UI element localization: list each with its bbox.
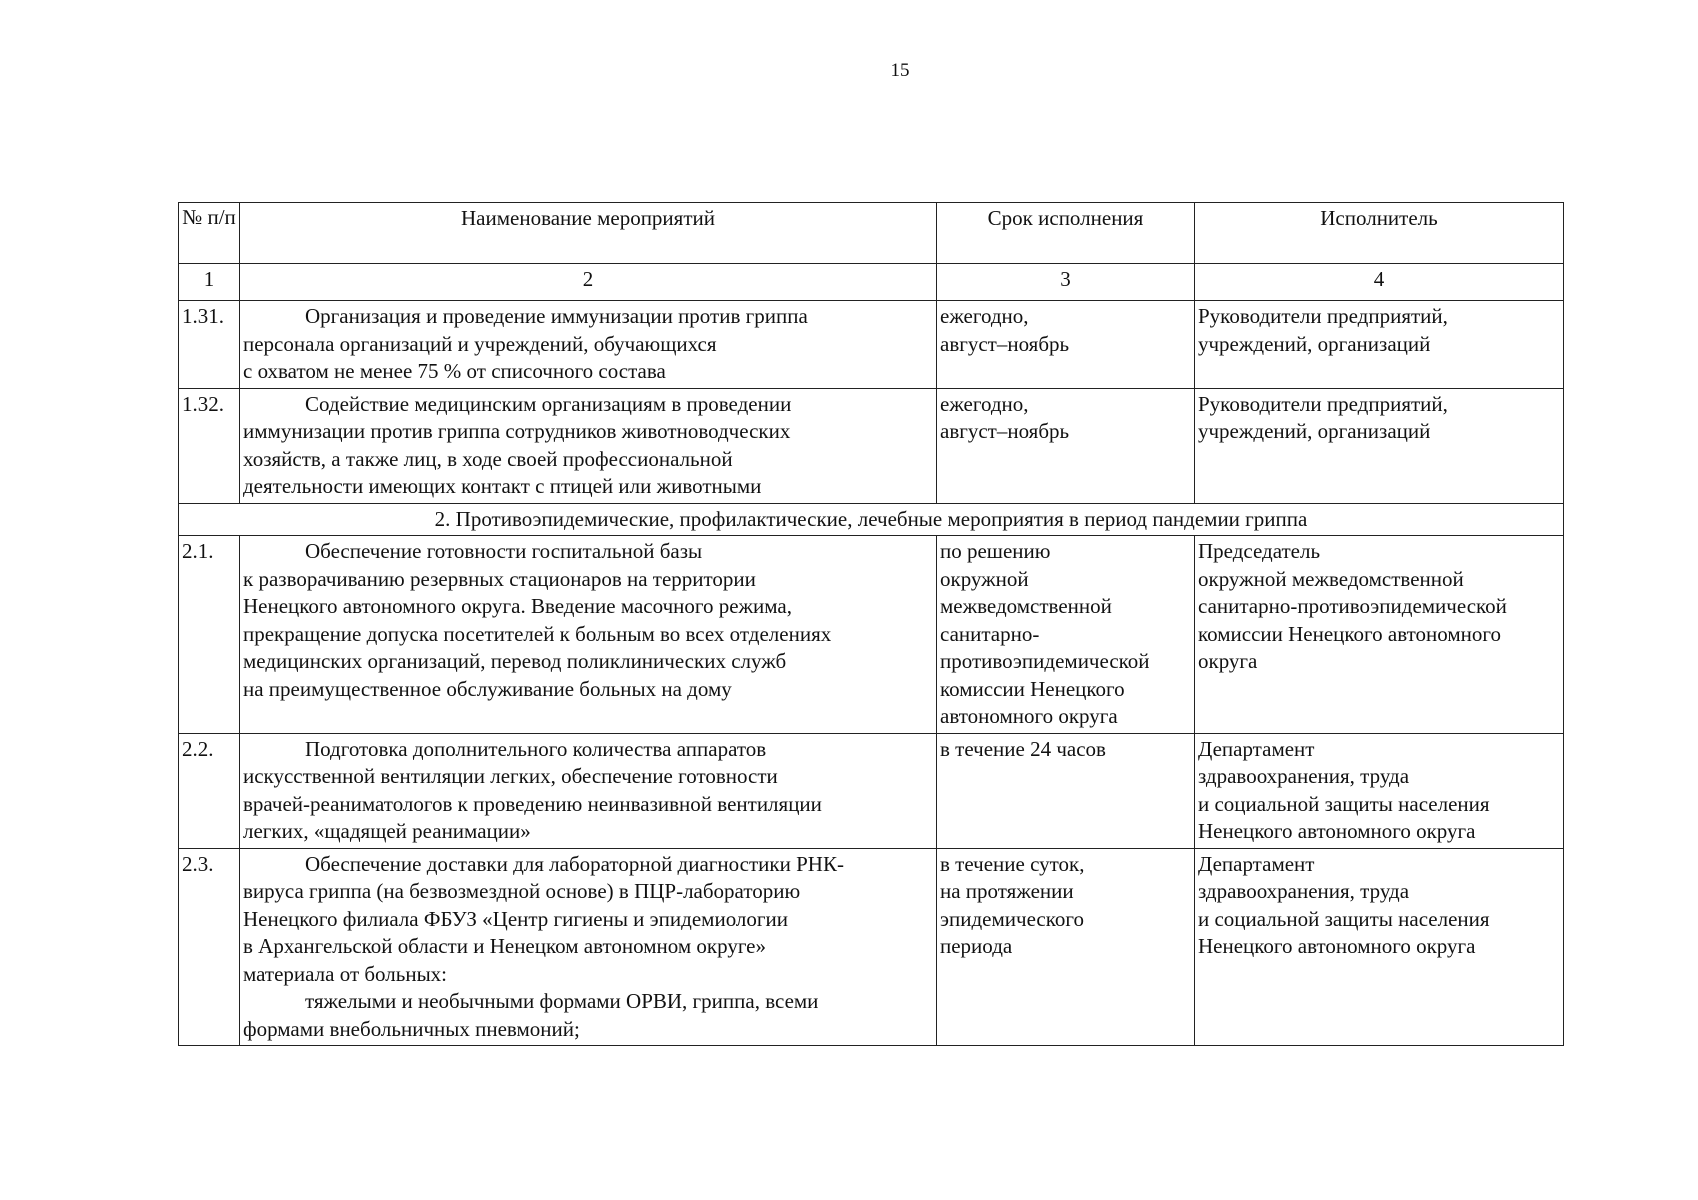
executor-line: Руководители предприятий, [1198,391,1448,416]
deadline-line: август–ноябрь [940,331,1070,356]
measure-name-line: с охватом не менее 75 % от списочного состава [243,359,666,383]
executor-line: учреждений, организаций [1198,419,1431,443]
measure-name-line: Организация и проведение иммунизации против гриппа [305,304,808,328]
row-index: 2.3. [179,848,240,1046]
measure-name-line: в Архангельской области и Ненецком автономном округе» [243,934,766,958]
deadline-cell [937,536,1195,734]
executor-line: Ненецкого автономного округа [1198,934,1476,958]
row-index: 2.2. [179,733,240,848]
measure-name-line: хозяйств, а также лиц, в ходе своей профессиональной [243,446,733,471]
measure-name-cell [240,536,937,734]
header-executor: Исполнитель [1195,203,1564,264]
measure-name-line: Ненецкого автономного округа. Введение масочного режима, [243,594,793,618]
measure-name-cell [240,388,937,503]
column-number: 4 [1195,264,1564,301]
table-body [179,301,1564,1046]
measure-name-line: к разворачиванию резервных стационаров на территории [243,566,756,591]
deadline-line: ежегодно, [940,304,1029,328]
executor-line: Ненецкого автономного округа [1198,819,1476,843]
executor-line: округа [1198,649,1258,673]
measure-name-line: Обеспечение доставки для лабораторной диагностики РНК- [305,851,844,876]
table-row [179,536,1564,734]
measure-name-line: иммунизации против гриппа сотрудников животноводческих [243,419,791,443]
executor-line: санитарно-противоэпидемической [1198,594,1507,618]
deadline-line: межведомственной [940,594,1112,618]
header-number: № п/п [179,203,240,264]
section-row [179,503,1564,536]
deadline-cell [937,733,1195,848]
row-index: 1.31. [179,301,240,389]
executor-line: Председатель [1198,539,1321,563]
measure-name-cell [240,733,937,848]
section-title: 2. Противоэпидемические, профилактические, лечебные мероприятия в период пандемии гриппа [179,503,1564,536]
measure-name-line: тяжелыми и необычными формами ОРВИ, гриппа, всеми [305,989,819,1013]
measure-name-line: врачей-реаниматологов к проведению неинвазивной вентиляции [243,791,822,816]
column-number: 3 [937,264,1195,301]
column-number: 2 [240,264,937,301]
deadline-line: в течение суток, [940,851,1085,876]
measure-name-line: Содействие медицинским организациям в проведении [305,391,792,416]
row-index: 2.1. [179,536,240,734]
measure-name-line: персонала организаций и учреждений, обучающихся [243,331,717,356]
table-row [179,388,1564,503]
executor-line: и социальной защиты населения [1198,791,1490,816]
deadline-line: ежегодно, [940,391,1029,416]
executor-cell [1195,301,1564,389]
deadline-line: санитарно- [940,621,1040,646]
table-header-row [179,203,1564,264]
deadline-line: по решению [940,539,1051,563]
deadline-line: в течение 24 часов [940,736,1106,761]
executor-line: Департамент [1198,736,1315,761]
executor-cell [1195,536,1564,734]
measures-table [178,202,1564,1046]
deadline-line: на протяжении [940,879,1074,903]
table-row [179,733,1564,848]
measure-name-line: деятельности имеющих контакт с птицей или животными [243,474,762,498]
executor-cell [1195,388,1564,503]
table-row [179,848,1564,1046]
executor-line: учреждений, организаций [1198,331,1431,356]
executor-line: комиссии Ненецкого автономного [1198,621,1501,646]
executor-cell [1195,733,1564,848]
deadline-line: противоэпидемической [940,649,1150,673]
deadline-line: окружной [940,566,1029,591]
row-index: 1.32. [179,388,240,503]
deadline-line: автономного округа [940,704,1118,728]
measure-name-line: Подготовка дополнительного количества аппаратов [305,736,767,761]
column-number: 1 [179,264,240,301]
executor-line: Руководители предприятий, [1198,304,1448,328]
page-number: 15 [890,60,910,81]
measure-name-line: Ненецкого филиала ФБУЗ «Центр гигиены и эпидемиологии [243,906,788,931]
executor-line: и социальной защиты населения [1198,906,1490,931]
measure-name-line: формами внебольничных пневмоний; [243,1016,580,1041]
deadline-line: комиссии Ненецкого [940,676,1125,701]
column-numbers-row [179,264,1564,301]
deadline-cell [937,301,1195,389]
measure-name-cell [240,301,937,389]
deadline-line: периода [940,934,1013,958]
deadline-cell [937,848,1195,1046]
executor-line: здравоохранения, труда [1198,879,1410,903]
deadline-line: эпидемического [940,906,1084,931]
measure-name-line: легких, «щадящей реанимации» [243,819,531,843]
measure-name-line: вируса гриппа (на безвозмездной основе) в ПЦР-лабораторию [243,879,801,903]
measure-name-line: медицинских организаций, перевод поликлинических служб [243,649,787,673]
executor-line: окружной межведомственной [1198,566,1464,591]
header-deadline: Срок исполнения [937,203,1195,264]
executor-line: здравоохранения, труда [1198,764,1410,788]
measure-name-line: материала от больных: [243,961,448,986]
measure-name-cell [240,848,937,1046]
header-name: Наименование мероприятий [240,203,937,264]
deadline-cell [937,388,1195,503]
measure-name-line: прекращение допуска посетителей к больным во всех отделениях [243,621,832,646]
measure-name-line: Обеспечение готовности госпитальной базы [305,539,703,563]
measure-name-line: на преимущественное обслуживание больных на дому [243,676,732,701]
deadline-line: август–ноябрь [940,419,1070,443]
table-row [179,301,1564,389]
executor-line: Департамент [1198,851,1315,876]
measure-name-line: искусственной вентиляции легких, обеспечение готовности [243,764,778,788]
executor-cell [1195,848,1564,1046]
